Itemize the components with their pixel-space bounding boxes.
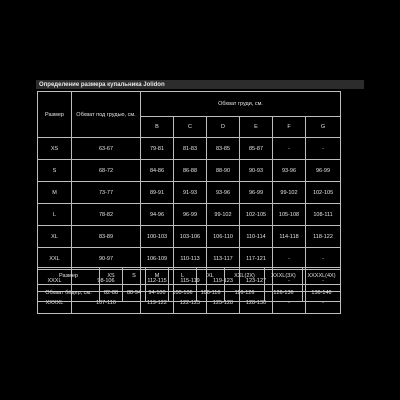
hip-value-cell: 88-94	[123, 285, 146, 302]
bust-cell: 114-118	[273, 226, 306, 248]
hip-value-cell: 116-126	[225, 285, 265, 302]
bust-cell: 89-91	[141, 182, 174, 204]
bust-cell: 90-93	[240, 160, 273, 182]
bust-cell: 103-106	[174, 226, 207, 248]
bust-cell: -	[273, 138, 306, 160]
size-row	[38, 182, 341, 204]
bust-cell: 94-96	[141, 204, 174, 226]
cup-header: E	[240, 117, 273, 138]
size-row	[38, 160, 341, 182]
bust-cell: 86-88	[174, 160, 207, 182]
bust-cell: 88-90	[207, 160, 240, 182]
hip-size-cell: XL	[197, 268, 225, 285]
size-table-header-row	[38, 92, 341, 117]
bust-cell: 106-109	[141, 248, 174, 270]
bust-cell: 113-117	[207, 248, 240, 270]
hip-size-cell: XS	[100, 268, 123, 285]
bust-cell: 119-122	[141, 292, 174, 314]
bust-cell: 110-113	[174, 248, 207, 270]
bust-cell: 125-128	[207, 292, 240, 314]
bust-cell: 81-83	[174, 138, 207, 160]
size-cell: XXL	[38, 248, 72, 270]
bust-cell: -	[273, 292, 306, 314]
hip-value-cell: 100-106	[169, 285, 197, 302]
bust-cell: 112-115	[141, 270, 174, 292]
title-bar	[36, 80, 364, 89]
hip-value-cell: 126-136	[265, 285, 303, 302]
bust-cell: 110-114	[240, 226, 273, 248]
hip-value-cell: 82-88	[100, 285, 123, 302]
hip-value-cell: 94-100	[146, 285, 169, 302]
size-cell: XS	[38, 138, 72, 160]
bust-cell: 93-96	[207, 182, 240, 204]
hip-value-row	[38, 285, 341, 302]
bust-cell: 123-127	[240, 270, 273, 292]
hip-size-cell: M	[146, 268, 169, 285]
bust-cell: 96-99	[240, 182, 273, 204]
hip-value-cell: 106-116	[197, 285, 225, 302]
hip-size-cell: L	[169, 268, 197, 285]
underbust-cell: 90-97	[72, 248, 141, 270]
bust-cell: 128-130	[240, 292, 273, 314]
cup-header: B	[141, 117, 174, 138]
bust-cell: 102-105	[306, 182, 341, 204]
underbust-cell: 73-77	[72, 182, 141, 204]
bust-cell: 102-105	[240, 204, 273, 226]
bust-cell: -	[306, 292, 341, 314]
bust-cell: 96-99	[174, 204, 207, 226]
bust-cell: 85-87	[240, 138, 273, 160]
underbust-cell: 68-72	[72, 160, 141, 182]
underbust-cell: 98-106	[72, 270, 141, 292]
bust-cell: 105-108	[273, 204, 306, 226]
page-title: Определение размера купальника Jolidon	[39, 81, 165, 88]
bust-cell: 119-123	[207, 270, 240, 292]
cup-header: C	[174, 117, 207, 138]
bust-cell: -	[273, 248, 306, 270]
hip-size-cell: XXXXL(4X)	[303, 268, 341, 285]
hip-girth-label: Обхват бёдер, см.	[38, 285, 100, 302]
bust-cell: 115-119	[174, 270, 207, 292]
size-column-header: Размер	[38, 92, 72, 138]
bust-cell: 106-110	[207, 226, 240, 248]
cup-header: G	[306, 117, 341, 138]
bust-cell: -	[306, 270, 341, 292]
bust-cell: 83-85	[207, 138, 240, 160]
hip-size-cell: S	[123, 268, 146, 285]
size-cell: M	[38, 182, 72, 204]
hip-size-cell: XXXL(3X)	[265, 268, 303, 285]
underbust-cell: 78-82	[72, 204, 141, 226]
hip-value-cell: 136-146	[303, 285, 341, 302]
hip-size-row	[38, 268, 341, 285]
size-cell: L	[38, 204, 72, 226]
bust-cell: -	[273, 270, 306, 292]
size-row	[38, 138, 341, 160]
bust-cell: 122-125	[174, 292, 207, 314]
hip-size-cell: XXL(2X)	[225, 268, 265, 285]
bust-cell: 99-102	[207, 204, 240, 226]
bust-cell: 99-102	[273, 182, 306, 204]
bust-cell: 79-81	[141, 138, 174, 160]
bust-cell: 91-93	[174, 182, 207, 204]
hip-table	[37, 267, 341, 302]
size-cell: XL	[38, 226, 72, 248]
underbust-cell: 83-89	[72, 226, 141, 248]
underbust-cell: 107-116	[72, 292, 141, 314]
size-cell: XXXXL	[38, 292, 72, 314]
bust-cell: 84-86	[141, 160, 174, 182]
bust-cell: -	[306, 138, 341, 160]
underbust-cell: 63-67	[72, 138, 141, 160]
cup-header: D	[207, 117, 240, 138]
bust-cell: -	[306, 248, 341, 270]
size-cell: XXXL	[38, 270, 72, 292]
bust-cell: 100-103	[141, 226, 174, 248]
bust-cell: 108-111	[306, 204, 341, 226]
hip-size-label: Размер	[38, 268, 100, 285]
bust-cell: 117-121	[240, 248, 273, 270]
size-cell: S	[38, 160, 72, 182]
bust-cell: 96-99	[306, 160, 341, 182]
bust-cell: 93-96	[273, 160, 306, 182]
cup-header: F	[273, 117, 306, 138]
underbust-column-header: Обхват под грудью, см.	[72, 92, 141, 138]
bust-cell: 118-122	[306, 226, 341, 248]
size-row	[38, 226, 341, 248]
size-row	[38, 204, 341, 226]
bust-column-header: Обхват груди, см.	[141, 92, 341, 117]
